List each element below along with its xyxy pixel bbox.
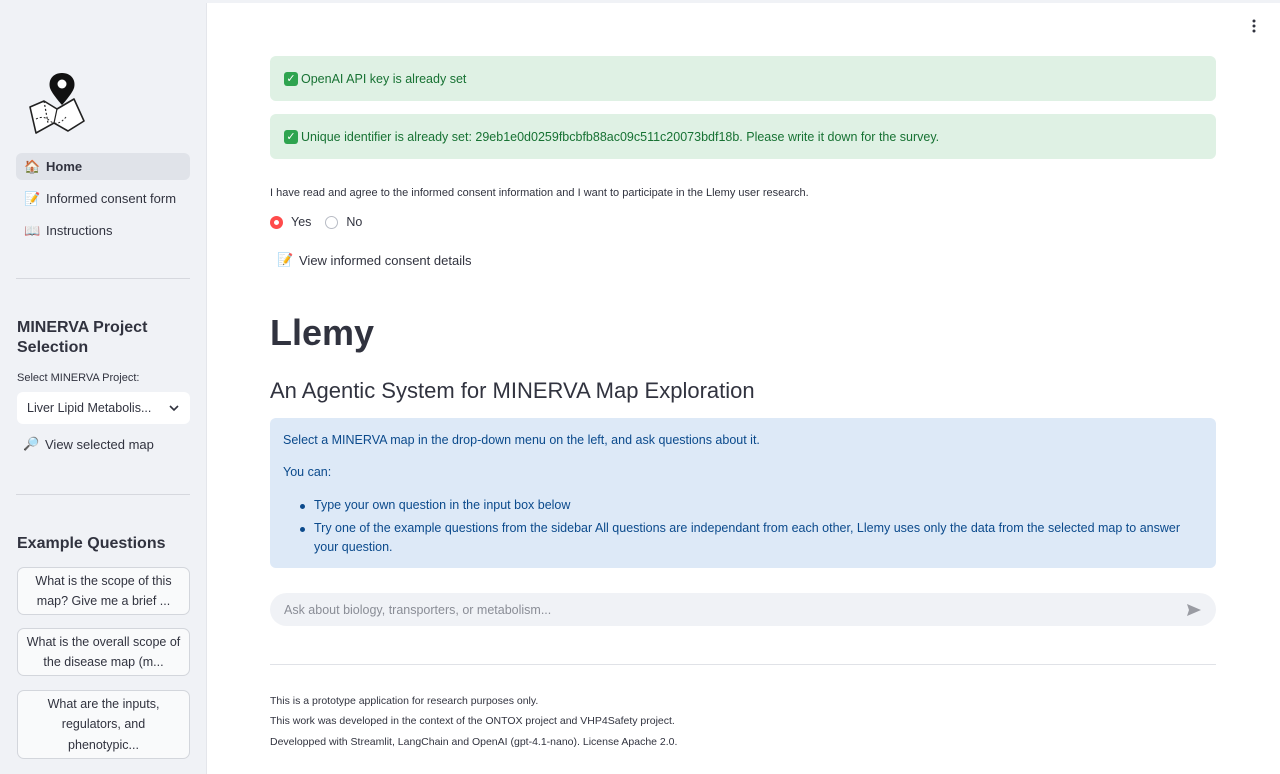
chat-input[interactable] [270, 593, 1216, 626]
example-question-button[interactable] [17, 690, 190, 759]
sidebar [0, 3, 207, 774]
footer-line: Developped with Streamlit, LangChain and OpenAI (gpt-4.1-nano). License Apache 2.0. [270, 736, 678, 748]
radio-label: Yes [291, 215, 312, 229]
example-question-label: What are the inputs, regulators, and phenotypic... [47, 696, 160, 752]
map-pin-logo-icon [24, 71, 90, 141]
view-consent-details-expander[interactable] [277, 252, 471, 268]
view-consent-details-label: View informed consent details [299, 252, 472, 268]
example-question-button[interactable] [17, 628, 190, 676]
example-questions-heading: Example Questions [17, 535, 166, 552]
info-bullet-list [302, 496, 1203, 558]
check-mark-icon: ✓ [284, 130, 298, 144]
sidebar-item-label: Home [46, 159, 83, 174]
info-bullet: Try one of the example questions from the sidebar All questions are independant from each other, Llemy uses only the data from the selected map to answer your question. [302, 519, 1203, 558]
footer-divider [270, 664, 1216, 665]
view-selected-map-label: View selected map [45, 436, 154, 452]
consent-radio-yes[interactable] [270, 215, 311, 229]
more-options-icon[interactable] [1246, 16, 1262, 36]
house-icon: 🏠 [24, 158, 41, 174]
project-selection-heading: MINERVA Project Selection [17, 319, 148, 356]
memo-icon: 📝 [24, 190, 41, 206]
sidebar-item-home[interactable] [16, 153, 190, 180]
magnifier-icon: 🔎 [23, 436, 40, 451]
identifier-success-alert [270, 114, 1216, 159]
api-key-alert-text: OpenAI API key is already set [301, 71, 467, 86]
chat-input-placeholder: Ask about biology, transporters, or metabolism... [284, 602, 552, 617]
page-subtitle: An Agentic System for MINERVA Map Exploration [270, 378, 755, 403]
sidebar-item-label: Informed consent form [46, 191, 177, 206]
check-mark-icon: ✓ [284, 72, 298, 86]
instructions-info-box [270, 418, 1216, 568]
sidebar-item-label: Instructions [46, 223, 113, 238]
radio-unselected-icon [325, 216, 338, 229]
consent-radio-group [270, 215, 376, 229]
project-select-value: Liver Lipid Metabolis... [27, 401, 152, 415]
info-bullet: Type your own question in the input box below [302, 496, 1203, 516]
footer-line: This work was developed in the context of the ONTOX project and VHP4Safety project. [270, 715, 675, 727]
page-title: Llemy [270, 312, 375, 353]
sidebar-divider [16, 494, 190, 495]
radio-label: No [346, 215, 363, 229]
project-select[interactable] [17, 392, 190, 424]
view-selected-map-button[interactable] [23, 436, 154, 452]
memo-icon: 📝 [277, 252, 294, 267]
book-icon: 📖 [24, 222, 41, 238]
select-project-label: Select MINERVA Project: [17, 372, 140, 384]
send-icon[interactable] [1186, 602, 1202, 618]
chevron-down-icon [168, 402, 180, 414]
footer-line: This is a prototype application for research purposes only. [270, 695, 539, 707]
consent-radio-no[interactable] [325, 215, 362, 229]
identifier-alert-text: Unique identifier is already set: 29eb1e0d0259fbcbfb88ac09c511c20073bdf18b. Please write it down for the survey. [301, 129, 940, 144]
sidebar-item-informed-consent[interactable] [16, 185, 190, 212]
sidebar-divider [16, 278, 190, 279]
radio-selected-icon [270, 216, 283, 229]
api-key-success-alert [270, 56, 1216, 101]
sidebar-nav [16, 153, 190, 249]
example-question-label: What is the scope of this map? Give me a brief ... [35, 573, 172, 608]
info-line: Select a MINERVA map in the drop-down menu on the left, and ask questions about it. [283, 433, 760, 447]
example-question-label: What is the overall scope of the disease map (m... [26, 634, 181, 669]
info-line: You can: [283, 465, 332, 479]
example-question-button[interactable] [17, 567, 190, 615]
consent-statement: I have read and agree to the informed consent information and I want to participate in the Llemy user research. [270, 187, 809, 199]
sidebar-item-instructions[interactable] [16, 217, 190, 244]
